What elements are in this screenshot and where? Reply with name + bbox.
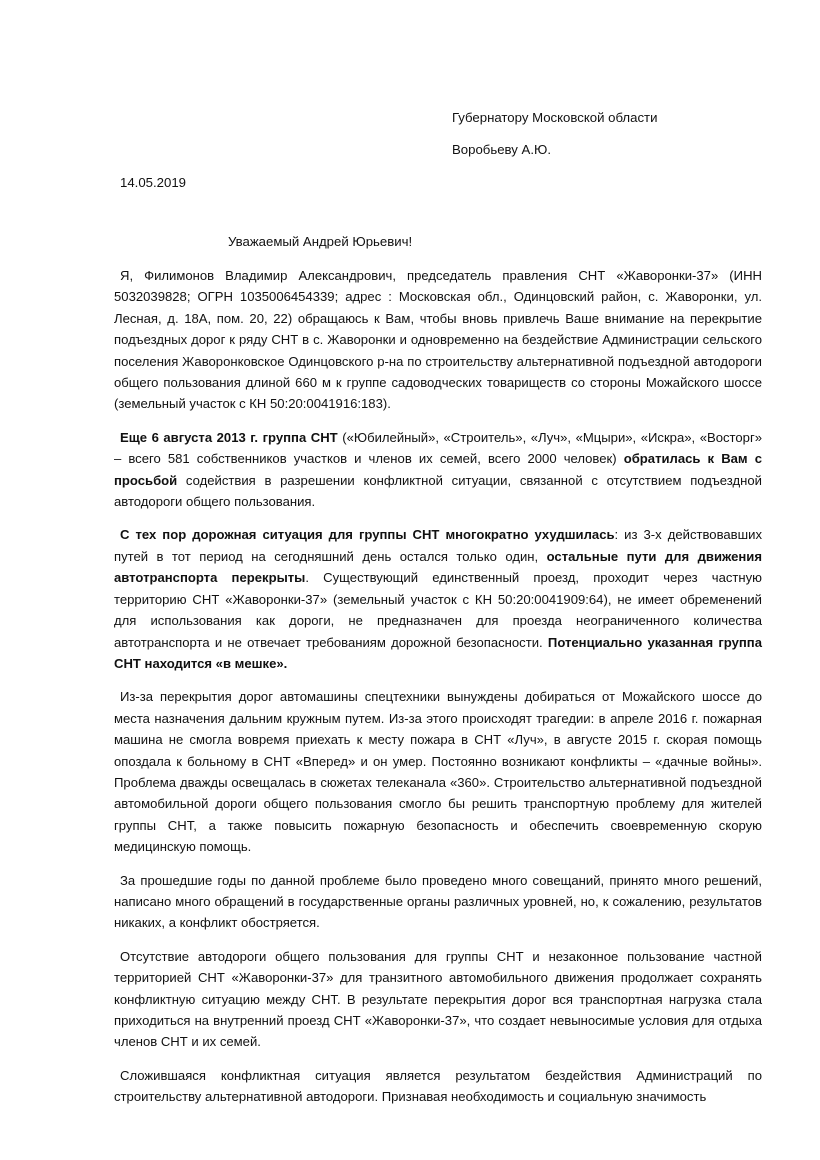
- paragraph-6: [114, 946, 762, 1053]
- greeting: Уважаемый Андрей Юрьевич!: [228, 234, 413, 249]
- text-run: Я, Филимонов Владимир Александрович, председатель правления СНТ «Жаворонки-37» (ИНН 5032039828; ОГРН 1035006454339; адрес : Московская обл., Одинцовский район, с. Жаворонки, ул. Лесная, д. 18А, пом. 20, 22) обращаюсь к Вам, чтобы вновь привлечь Ваше внимание на перекрытие подъездных дорог к ряду СНТ в с. Жаворонки и одновременно на бездействие Администрации сельского поселения Жаворонковское Одинцовского р-на по строительству альтернативной подъездной автодороги общего пользования длиной 660 м к группе садоводческих товариществ со стороны Можайского шоссе (земельный участок с КН 50:20:0041916:183).: [114, 268, 762, 412]
- paragraph-5: [114, 870, 762, 934]
- paragraph-7: [114, 1065, 762, 1108]
- text-run: . Существующий единственный проезд, проходит через частную территорию СНТ «Жаворонки-37» (земельный участок с КН 50:20:0041909:64), не имеет обременений для использования как дороги, не предназначен для проезда неограниченного количества автотранспорта и не отвечает требованиям дорожной безопасности.: [114, 570, 763, 650]
- text-run: : из 3-х действовавших путей в тот период на сегодняшний день остался только один,: [114, 527, 762, 564]
- addressee-line-2: Воробьеву А.Ю.: [452, 142, 551, 157]
- bold-text-run: Потенциально указанная группа СНТ находится «в мешке».: [114, 634, 762, 671]
- paragraph-2: [114, 427, 762, 513]
- text-run: Отсутствие автодороги общего пользования для группы СНТ и незаконное пользование частной территорией СНТ «Жаворонки-37» для транзитного автомобильного движения продолжает сохранять конфликтную ситуацию между СНТ. В результате перекрытия дорог вся транспортная нагрузка стала приходиться на внутренний проезд СНТ «Жаворонки-37», что создает невыносимые условия для отдыха членов СНТ и их семей.: [114, 948, 762, 1050]
- bold-text-run: остальные пути для движения автотранспорта перекрыты: [114, 548, 762, 586]
- bold-text-run: С тех пор дорожная ситуация для группы СНТ многократно ухудшилась: [120, 527, 615, 543]
- bold-text-run: Еще 6 августа 2013 г. группа СНТ: [120, 429, 338, 445]
- text-run: («Юбилейный», «Строитель», «Луч», «Мцыри», «Искра», «Восторг» – всего 581 собственников участков и членов их семей, всего 2000 человек): [114, 429, 763, 467]
- text-run: Из-за перекрытия дорог автомашины спецтехники вынуждены добираться от Можайского шоссе до места назначения дальним кружным путем. Из-за этого происходят трагедии: в апреле 2016 г. пожарная машина не смогла вовремя приехать к месту пожара в СНТ «Луч», в августе 2015 г. скорая помощь опоздала к больному в СНТ «Вперед» и он умер. Постоянно возникают конфликты – «дачные войны». Проблема дважды освещалась в сюжетах телеканала «360». Строительство альтернативной подъездной автомобильной дороги общего пользования смогло бы решить транспортную проблему для жителей группы СНТ, а также повысить пожарную безопасность и обеспечить своевременную скорую медицинскую помощь.: [114, 689, 762, 855]
- paragraph-3: [114, 524, 762, 674]
- paragraph-4: [114, 686, 762, 857]
- bold-text-run: обратилась к Вам с просьбой: [114, 451, 762, 488]
- text-run: За прошедшие годы по данной проблеме было проведено много совещаний, принято много решений, написано много обращений в государственные органы различных уровней, но, к сожалению, результатов никаких, а конфликт обостряется.: [114, 872, 762, 931]
- paragraph-1: [114, 265, 762, 415]
- letter-body: [114, 265, 762, 1120]
- letter-date: 14.05.2019: [120, 175, 187, 190]
- addressee-line-1: Губернатору Московской области: [452, 110, 658, 125]
- text-run: содействия в разрешении конфликтной ситуации, связанной с отсутствием подъездной автодороги общего пользования.: [114, 472, 762, 510]
- text-run: Сложившаяся конфликтная ситуация является результатом бездействия Администраций по строительству альтернативной автодороги. Признавая необходимость и социальную значимость: [114, 1067, 762, 1105]
